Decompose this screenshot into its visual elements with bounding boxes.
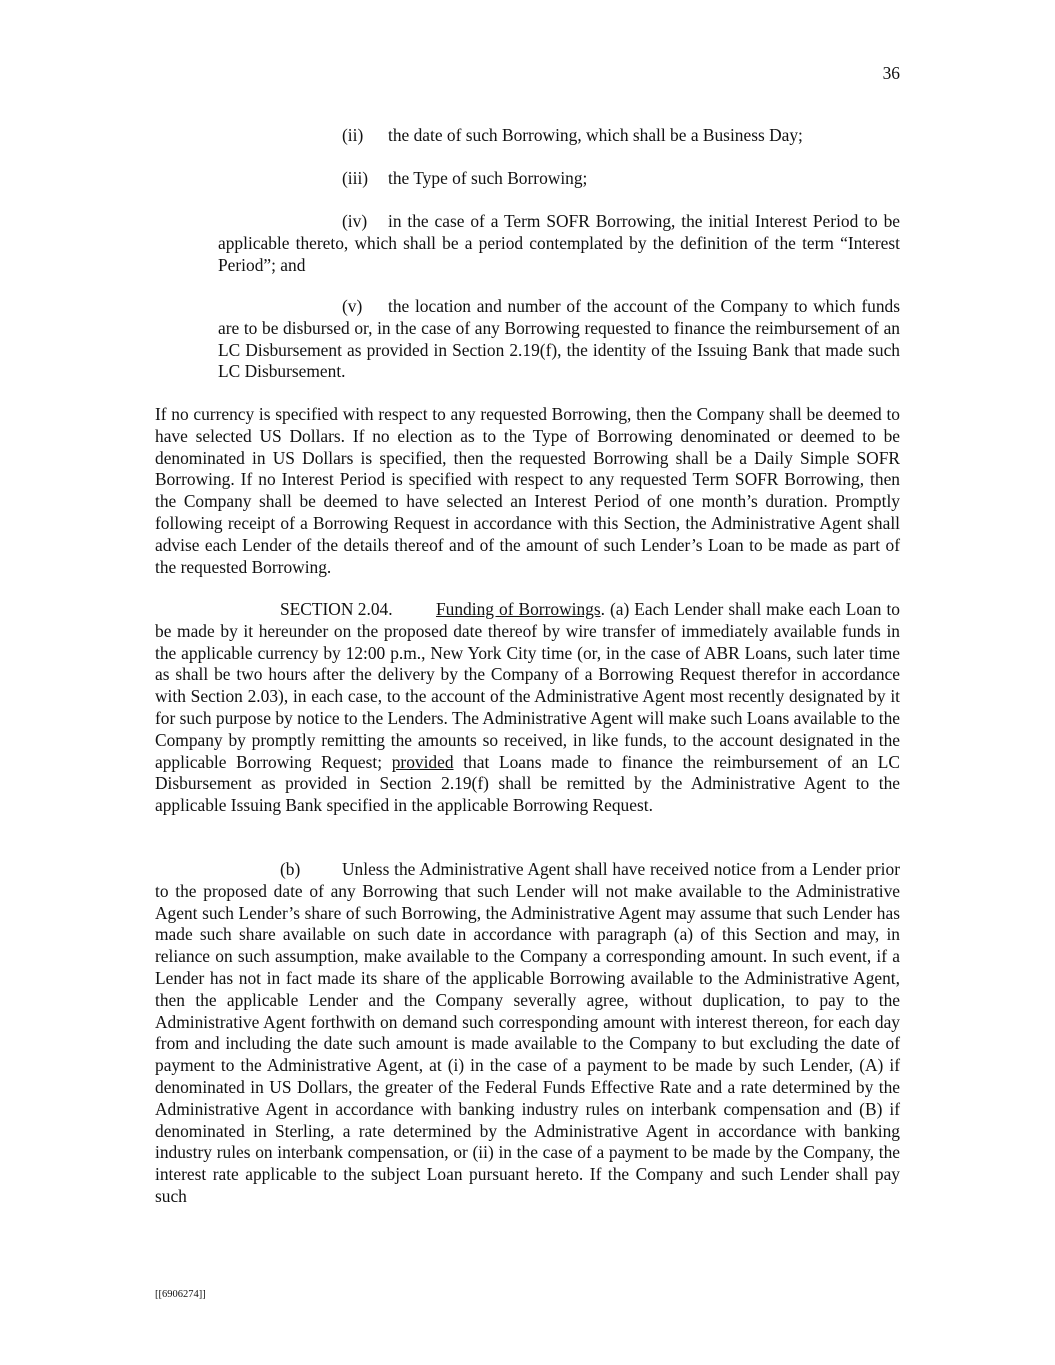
item-number: (iii)	[342, 168, 369, 188]
provided-term: provided	[391, 751, 454, 772]
item-text: the date of such Borrowing, which shall be a Business Day;	[388, 125, 803, 145]
section-text-continued: that Loans made to finance the reimbursement of an LC Disbursement as provided in Section 2.19(f) shall be remitted by the Administrative Agent to the applicable Issuing Bank specified in the applicable Borrowing Request.	[155, 751, 900, 816]
list-item-iv	[218, 211, 900, 276]
paragraph-b-text: Unless the Administrative Agent shall have received notice from a Lender prior to the proposed date of any Borrowing that such Lender will not make available to the Administrative Agent such Lender’s share of such Borrowing, the Administrative Agent may assume that such Lender has made such share available on such date in accordance with paragraph (a) of this Section and may, in reliance on such assumption, make available to the Company a corresponding amount. In such event, if a Lender has not in fact made its share of the applicable Borrowing available to the Administrative Agent, then the applicable Lender and the Company severally agree, without duplication, to pay to the Administrative Agent forthwith on demand such corresponding amount with interest thereon, for each day from and including the date such amount is made available to the Company to but excluding the date of payment to the Administrative Agent, at (i) in the case of a payment to be made by such Lender, (A) if denominated in US Dollars, the greater of the Federal Funds Effective Rate and a rate determined by the Administrative Agent in accordance with banking industry rules on interbank compensation and (B) if denominated in Sterling, a rate determined by the Administrative Agent in accordance with banking industry rules on interbank compensation, or (ii) in the case of a payment to be made by the Company, the interest rate applicable to the subject Loan pursuant hereto. If the Company and such Lender shall pay such	[155, 859, 900, 1206]
item-text: in the case of a Term SOFR Borrowing, the initial Interest Period to be applicable thereto, which shall be a period contemplated by the definition of the term “Interest Period”; and	[218, 211, 900, 275]
item-number: (ii)	[342, 125, 364, 145]
document-footer-code: [[6906274]]	[155, 1289, 206, 1300]
section-text: . (a) Each Lender shall make each Loan to be made by it hereunder on the proposed date thereof by wire transfer of immediately available funds in the applicable currency by 12:00 p.m., New York City time (or, in the case of ABR Loans, such later time as shall be two hours after the delivery by the Company of a Borrowing Request therefor in accordance with Section 2.03), in each case, to the account of the Administrative Agent most recently designated by it for such purpose by notice to the Lenders. The Administrative Agent will make such Loans available to the Company by promptly remitting the amounts so received, in like funds, to the account designated in the applicable Borrowing Request;	[155, 599, 900, 772]
list-item-iii	[342, 168, 902, 190]
currency-paragraph: If no currency is specified with respect to any requested Borrowing, then the Company shall be deemed to have selected US Dollars. If no election as to the Type of Borrowing denominated or deemed to be denominated in US Dollars is specified, then the requested Borrowing shall be a Daily Simple SOFR Borrowing. If no Interest Period is specified with respect to any requested Term SOFR Borrowing, then the Company shall be deemed to have selected an Interest Period of one month’s duration. Promptly following receipt of a Borrowing Request in accordance with this Section, the Administrative Agent shall advise each Lender of the details thereof and of the amount of such Lender’s Loan to be made as part of the requested Borrowing.	[155, 404, 900, 577]
paragraph-b-label: (b)	[280, 859, 301, 879]
page-number: 36	[882, 63, 900, 83]
item-text: the Type of such Borrowing;	[388, 168, 588, 188]
item-number: (iv)	[342, 211, 368, 231]
item-number: (v)	[342, 296, 363, 316]
section-title: Funding of Borrowings	[436, 599, 601, 619]
section-label: SECTION 2.04.	[280, 599, 393, 619]
item-text: the location and number of the account of the Company to which funds are to be disbursed or, in the case of any Borrowing requested to finance the reimbursement of an LC Disbursement as provided in Section 2.19(f), the identity of the Issuing Bank that made such LC Disbursement.	[218, 296, 900, 382]
list-item-ii	[342, 125, 902, 147]
list-item-v	[218, 296, 900, 383]
section-2-04	[155, 599, 900, 817]
paragraph-b	[155, 859, 900, 1208]
